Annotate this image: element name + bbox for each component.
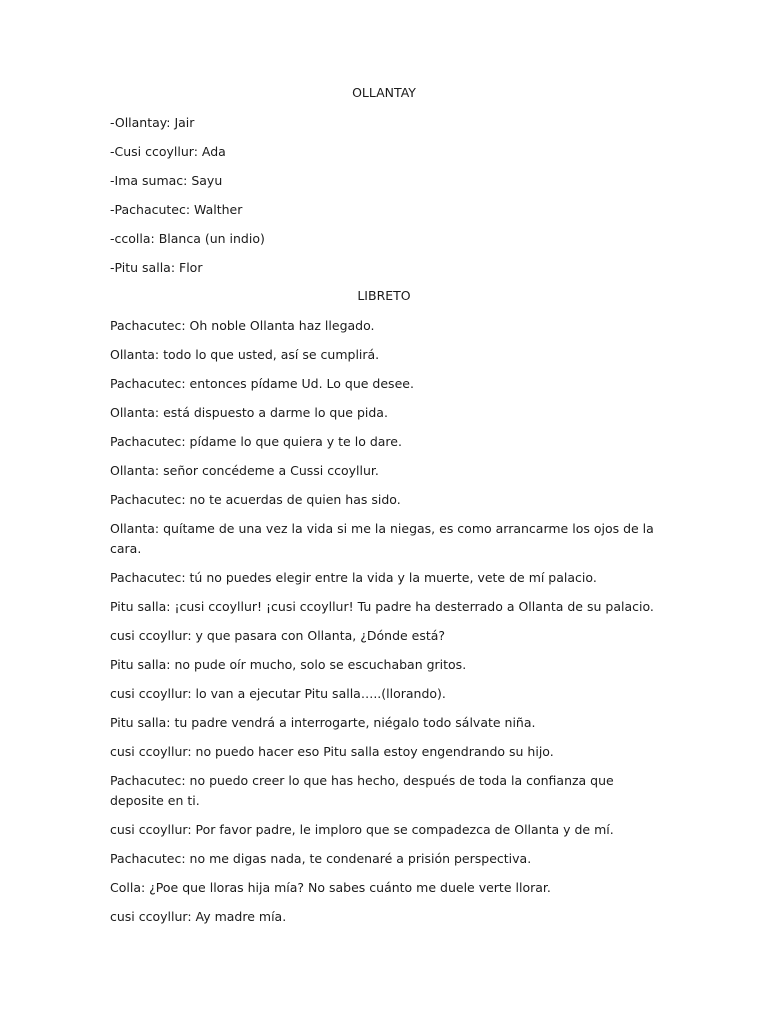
- dialogue-line: cusi ccoyllur: no puedo hacer eso Pitu salla estoy engendrando su hijo.: [110, 744, 554, 759]
- dialogue-line: cusi ccoyllur: Por favor padre, le imploro que se compadezca de Ollanta y de mí.: [110, 822, 614, 837]
- dialogue-line: cusi ccoyllur: Ay madre mía.: [110, 909, 287, 924]
- dialogue-line: Pachacutec: tú no puedes elegir entre la vida y la muerte, vete de mí palacio.: [110, 570, 597, 585]
- dialogue-line: Pitu salla: no pude oír mucho, solo se escuchaban gritos.: [110, 657, 467, 672]
- dialogue-line: Pachacutec: no me digas nada, te condenaré a prisión perspectiva.: [110, 851, 532, 866]
- document-page: [110, 84, 658, 936]
- cast-item: -Cusi ccoyllur: Ada: [110, 144, 226, 159]
- document-title: OLLANTAY: [352, 85, 416, 100]
- dialogue-line: Pachacutec: pídame lo que quiera y te lo dare.: [110, 434, 402, 449]
- dialogue-line: Ollanta: señor concédeme a Cussi ccoyllur.: [110, 463, 379, 478]
- dialogue-line: Ollanta: está dispuesto a darme lo que pida.: [110, 405, 388, 420]
- cast-item: -Ima sumac: Sayu: [110, 173, 223, 188]
- dialogue-line: Pitu salla: tu padre vendrá a interrogarte, niégalo todo sálvate niña.: [110, 715, 536, 730]
- dialogue-line: Ollanta: todo lo que usted, así se cumplirá.: [110, 347, 380, 362]
- section-title: LIBRETO: [357, 288, 411, 303]
- dialogue-line: Pachacutec: no puedo creer lo que has hecho, después de toda la confianza que deposite en ti.: [110, 773, 614, 808]
- dialogue-line: Pachacutec: entonces pídame Ud. Lo que desee.: [110, 376, 414, 391]
- cast-item: -Ollantay: Jair: [110, 115, 195, 130]
- dialogue-line: cusi ccoyllur: lo van a ejecutar Pitu salla…..(llorando).: [110, 686, 446, 701]
- cast-item: -Pitu salla: Flor: [110, 260, 203, 275]
- dialogue-line: Ollanta: quítame de una vez la vida si me la niegas, es como arrancarme los ojos de la cara.: [110, 521, 654, 556]
- dialogue-line: Pachacutec: Oh noble Ollanta haz llegado.: [110, 318, 375, 333]
- cast-list: [110, 113, 658, 278]
- dialogue-line: Pachacutec: no te acuerdas de quien has sido.: [110, 492, 401, 507]
- dialogue-line: Pitu salla: ¡cusi ccoyllur! ¡cusi ccoyllur! Tu padre ha desterrado a Ollanta de su palacio.: [110, 599, 654, 614]
- dialogue-line: Colla: ¿Poe que lloras hija mía? No sabes cuánto me duele verte llorar.: [110, 880, 551, 895]
- cast-item: -Pachacutec: Walther: [110, 202, 243, 217]
- cast-item: -ccolla: Blanca (un indio): [110, 231, 265, 246]
- dialogue-line: cusi ccoyllur: y que pasara con Ollanta, ¿Dónde está?: [110, 628, 446, 643]
- dialogue-list: [110, 316, 658, 927]
